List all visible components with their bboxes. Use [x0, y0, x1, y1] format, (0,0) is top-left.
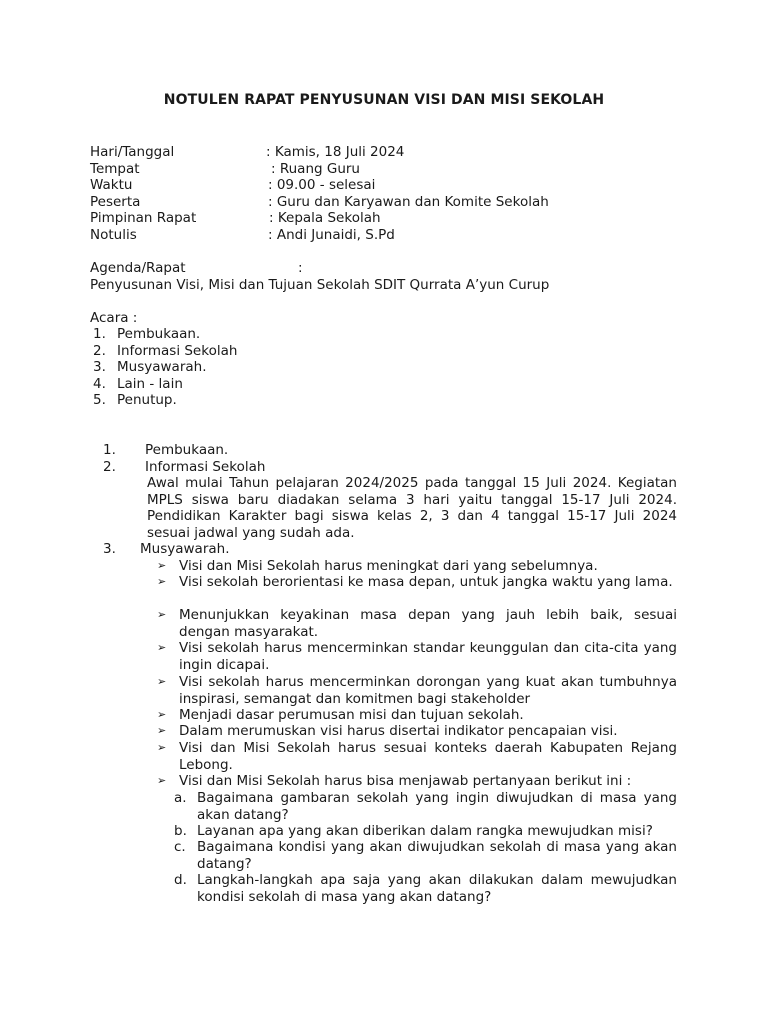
bullet-text: Visi dan Misi Sekolah harus bisa menjawab pertanyaan berikut ini : [179, 773, 632, 789]
list-text: Lain - lain [117, 376, 183, 392]
arrowhead-bullet-icon: ➢ [157, 708, 167, 721]
list-number: 5. [93, 392, 106, 408]
arrowhead-bullet-icon: ➢ [157, 608, 167, 621]
info-label: Tempat [90, 161, 140, 177]
list-number: 3. [93, 359, 106, 375]
info-value: : 09.00 - selesai [268, 177, 376, 193]
bullet-text: Dalam merumuskan visi harus disertai indikator pencapaian visi. [179, 723, 618, 739]
arrowhead-bullet-icon: ➢ [157, 774, 167, 787]
info-value: : Andi Junaidi, S.Pd [268, 227, 395, 243]
info-paragraph: Awal mulai Tahun pelajaran 2024/2025 pada tanggal 15 Juli 2024. Kegiatan MPLS siswa baru diadakan selama 3 hari yaitu tanggal 15-17 Juli 2024. Pendidikan Karakter bagi siswa kelas 2, 3 dan 4 tanggal 15-17 Juli 2024 sesuai jadwal yang sudah ada. [147, 475, 677, 541]
question-letter: a. [174, 790, 187, 806]
bullet-text: Visi dan Misi Sekolah harus meningkat dari yang sebelumnya. [179, 558, 598, 574]
list-item [93, 376, 183, 393]
list-item [93, 326, 200, 343]
question-text: Bagaimana gambaran sekolah yang ingin diwujudkan di masa yang akan datang? [197, 790, 677, 823]
list-item [93, 392, 177, 409]
question-text: Langkah-langkah apa saja yang akan dilakukan dalam mewujudkan kondisi sekolah di masa yang akan datang? [197, 872, 677, 905]
list-text: Musyawarah. [117, 359, 207, 375]
list-item [93, 359, 206, 376]
info-label: Waktu [90, 177, 133, 193]
arrowhead-bullet-icon: ➢ [157, 675, 167, 688]
info-label: Peserta [90, 194, 141, 210]
list-number: 4. [93, 376, 106, 392]
section-number: 3. [103, 541, 116, 557]
bullet-text: Visi sekolah harus mencerminkan dorongan yang kuat akan tumbuhnya inspirasi, semangat dan komitmen bagi stakeholder [179, 674, 677, 707]
question-letter: d. [174, 872, 187, 888]
question-letter: b. [174, 823, 187, 839]
info-value: : Ruang Guru [271, 161, 360, 177]
bullet-text: Menunjukkan keyakinan masa depan yang jauh lebih baik, sesuai dengan masyarakat. [179, 607, 677, 640]
arrowhead-bullet-icon: ➢ [157, 641, 167, 654]
bullet-text: Visi sekolah berorientasi ke masa depan, untuk jangka waktu yang lama. [179, 574, 673, 590]
question-text: Layanan apa yang akan diberikan dalam rangka mewujudkan misi? [197, 823, 653, 839]
list-text: Informasi Sekolah [117, 343, 238, 359]
acara-label: Acara : [90, 310, 138, 326]
info-value: : Kepala Sekolah [269, 210, 381, 226]
info-label: Pimpinan Rapat [90, 210, 197, 226]
arrowhead-bullet-icon: ➢ [157, 741, 167, 754]
section-number: 1. [103, 442, 116, 458]
bullet-text: Menjadi dasar perumusan misi dan tujuan sekolah. [179, 707, 524, 723]
question-letter: c. [174, 839, 186, 855]
list-number: 1. [93, 326, 106, 342]
arrowhead-bullet-icon: ➢ [157, 575, 167, 588]
agenda-text: Penyusunan Visi, Misi dan Tujuan Sekolah SDIT Qurrata A’yun Curup [90, 277, 550, 293]
section-number: 2. [103, 459, 116, 475]
info-value: : Kamis, 18 Juli 2024 [266, 144, 405, 160]
list-text: Penutup. [117, 392, 177, 408]
info-label: Hari/Tanggal [90, 144, 175, 160]
section-title: Pembukaan. [145, 442, 229, 458]
bullet-text: Visi sekolah harus mencerminkan standar keunggulan dan cita-cita yang ingin dicapai. [179, 640, 677, 673]
arrowhead-bullet-icon: ➢ [157, 724, 167, 737]
info-label: Notulis [90, 227, 137, 243]
document-title: NOTULEN RAPAT PENYUSUNAN VISI DAN MISI SEKOLAH [163, 92, 605, 108]
info-value: : Guru dan Karyawan dan Komite Sekolah [268, 194, 549, 210]
list-number: 2. [93, 343, 106, 359]
bullet-text: Visi dan Misi Sekolah harus sesuai konteks daerah Kabupaten Rejang Lebong. [179, 740, 677, 773]
agenda-label: Agenda/Rapat [90, 260, 186, 276]
question-text: Bagaimana kondisi yang akan diwujudkan sekolah di masa yang akan datang? [197, 839, 677, 872]
arrowhead-bullet-icon: ➢ [157, 559, 167, 572]
section-title: Informasi Sekolah [145, 459, 266, 475]
list-item [93, 343, 237, 360]
section-title: Musyawarah. [140, 541, 230, 557]
list-text: Pembukaan. [117, 326, 201, 342]
agenda-colon: : [298, 260, 303, 276]
